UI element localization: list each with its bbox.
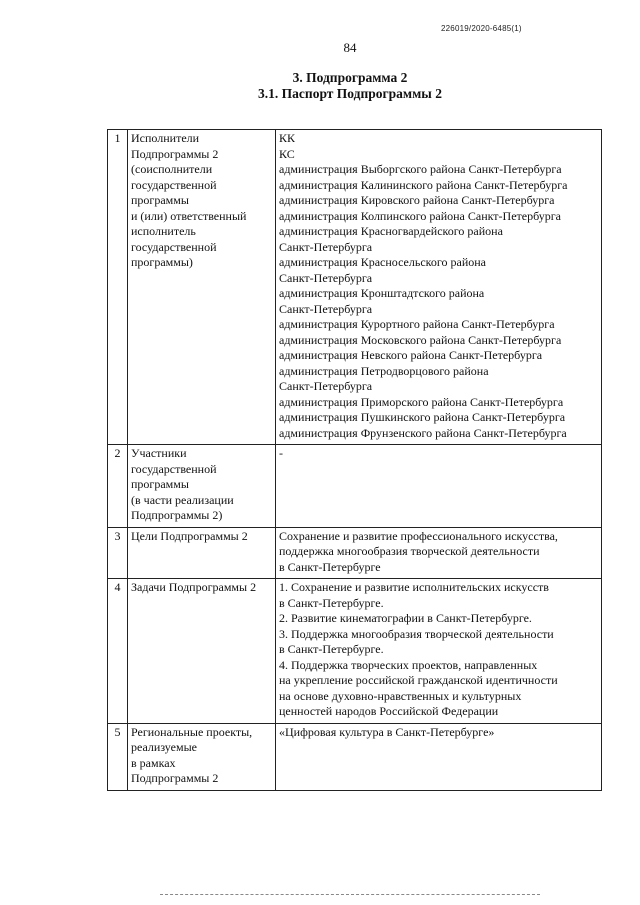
label-line: программы bbox=[131, 477, 189, 491]
value-line: администрация Петродворцового района bbox=[279, 363, 489, 378]
row-number: 5 bbox=[108, 723, 128, 790]
row-number: 1 bbox=[108, 130, 128, 445]
document-id: 226019/2020-6485(1) bbox=[441, 24, 522, 33]
table-row bbox=[108, 579, 602, 724]
label-line: (в части реализации bbox=[131, 492, 234, 507]
value-line: администрация Приморского района Санкт-Петербурга bbox=[279, 394, 564, 409]
label-line: Подпрограммы 2) bbox=[131, 508, 223, 522]
value-line: администрация Невского района Санкт-Петербурга bbox=[279, 348, 543, 362]
label-line: программы) bbox=[131, 255, 193, 269]
value-line: Санкт-Петербурга bbox=[279, 379, 373, 393]
value-line: администрация Пушкинского района Санкт-Петербурга bbox=[279, 410, 566, 424]
row-number: 2 bbox=[108, 445, 128, 528]
page-number: 84 bbox=[343, 40, 357, 55]
label-line: Подпрограммы 2 bbox=[131, 146, 219, 161]
label-line: в рамках bbox=[131, 755, 176, 770]
value-line: администрация Красногвардейского района bbox=[279, 224, 503, 238]
value-line: администрация Красносельского района bbox=[279, 255, 486, 269]
value-line: - bbox=[279, 446, 283, 460]
value-line: в Санкт-Петербурге. bbox=[279, 642, 384, 656]
value-line: 4. Поддержка творческих проектов, направленных bbox=[279, 657, 538, 672]
row-value bbox=[276, 723, 602, 790]
value-line: на укрепление российской гражданской идентичности bbox=[279, 673, 558, 687]
value-line: КС bbox=[279, 146, 295, 161]
value-line: Санкт-Петербурга bbox=[279, 239, 373, 254]
row-value bbox=[276, 527, 602, 579]
label-line: программы bbox=[131, 193, 189, 207]
footer-divider bbox=[160, 894, 540, 895]
value-line: администрация Московского района Санкт-Петербурга bbox=[279, 332, 562, 347]
value-line: на основе духовно-нравственных и культурных bbox=[279, 688, 522, 703]
subprogram-passport-table bbox=[107, 129, 602, 791]
value-line: поддержка многообразия творческой деятельности bbox=[279, 544, 540, 558]
section-title: 3. Подпрограмма 2 bbox=[292, 70, 408, 85]
row-label bbox=[128, 723, 276, 790]
table-row bbox=[108, 445, 602, 528]
value-line: Санкт-Петербурга bbox=[279, 270, 373, 285]
label-line: Участники bbox=[131, 446, 187, 460]
value-line: администрация Выборгского района Санкт-Петербурга bbox=[279, 162, 562, 176]
value-line: Санкт-Петербурга bbox=[279, 301, 373, 316]
label-line: (соисполнители bbox=[131, 162, 213, 176]
value-line: администрация Калининского района Санкт-Петербурга bbox=[279, 177, 568, 192]
value-line: ценностей народов Российской Федерации bbox=[279, 704, 499, 718]
label-line: Исполнители bbox=[131, 131, 200, 145]
label-line: Подпрограммы 2 bbox=[131, 771, 219, 785]
value-line: «Цифровая культура в Санкт-Петербурге» bbox=[279, 724, 495, 739]
label-line: государственной bbox=[131, 239, 217, 254]
value-line: в Санкт-Петербурге bbox=[279, 559, 381, 574]
value-line: 3. Поддержка многообразия творческой деятельности bbox=[279, 626, 554, 641]
row-number: 3 bbox=[108, 527, 128, 579]
label-line: реализуемые bbox=[131, 740, 197, 754]
row-label bbox=[128, 130, 276, 445]
value-line: администрация Кировского района Санкт-Петербурга bbox=[279, 193, 555, 207]
value-line: администрация Фрунзенского района Санкт-Петербурга bbox=[279, 425, 567, 440]
value-line: администрация Колпинского района Санкт-Петербурга bbox=[279, 208, 561, 223]
value-line: в Санкт-Петербурге. bbox=[279, 595, 384, 610]
row-label bbox=[128, 445, 276, 528]
label-line: исполнитель bbox=[131, 224, 196, 238]
label-line: Задачи Подпрограммы 2 bbox=[131, 580, 257, 594]
value-line: 2. Развитие кинематографии в Санкт-Петербурге. bbox=[279, 611, 532, 625]
value-line: 1. Сохранение и развитие исполнительских искусств bbox=[279, 580, 549, 594]
table-row bbox=[108, 527, 602, 579]
label-line: Цели Подпрограммы 2 bbox=[131, 528, 248, 543]
label-line: государственной bbox=[131, 461, 217, 476]
row-value bbox=[276, 445, 602, 528]
subsection-title: 3.1. Паспорт Подпрограммы 2 bbox=[258, 86, 442, 101]
label-line: и (или) ответственный bbox=[131, 208, 247, 223]
value-line: КК bbox=[279, 131, 296, 145]
row-value bbox=[276, 130, 602, 445]
row-label bbox=[128, 527, 276, 579]
label-line: государственной bbox=[131, 177, 217, 192]
value-line: администрация Кронштадтского района bbox=[279, 286, 485, 300]
row-value bbox=[276, 579, 602, 724]
row-number: 4 bbox=[108, 579, 128, 724]
table-row bbox=[108, 723, 602, 790]
value-line: Сохранение и развитие профессионального искусства, bbox=[279, 528, 558, 543]
label-line: Региональные проекты, bbox=[131, 724, 253, 739]
table-row bbox=[108, 130, 602, 445]
value-line: администрация Курортного района Санкт-Петербурга bbox=[279, 317, 555, 331]
row-label bbox=[128, 579, 276, 724]
